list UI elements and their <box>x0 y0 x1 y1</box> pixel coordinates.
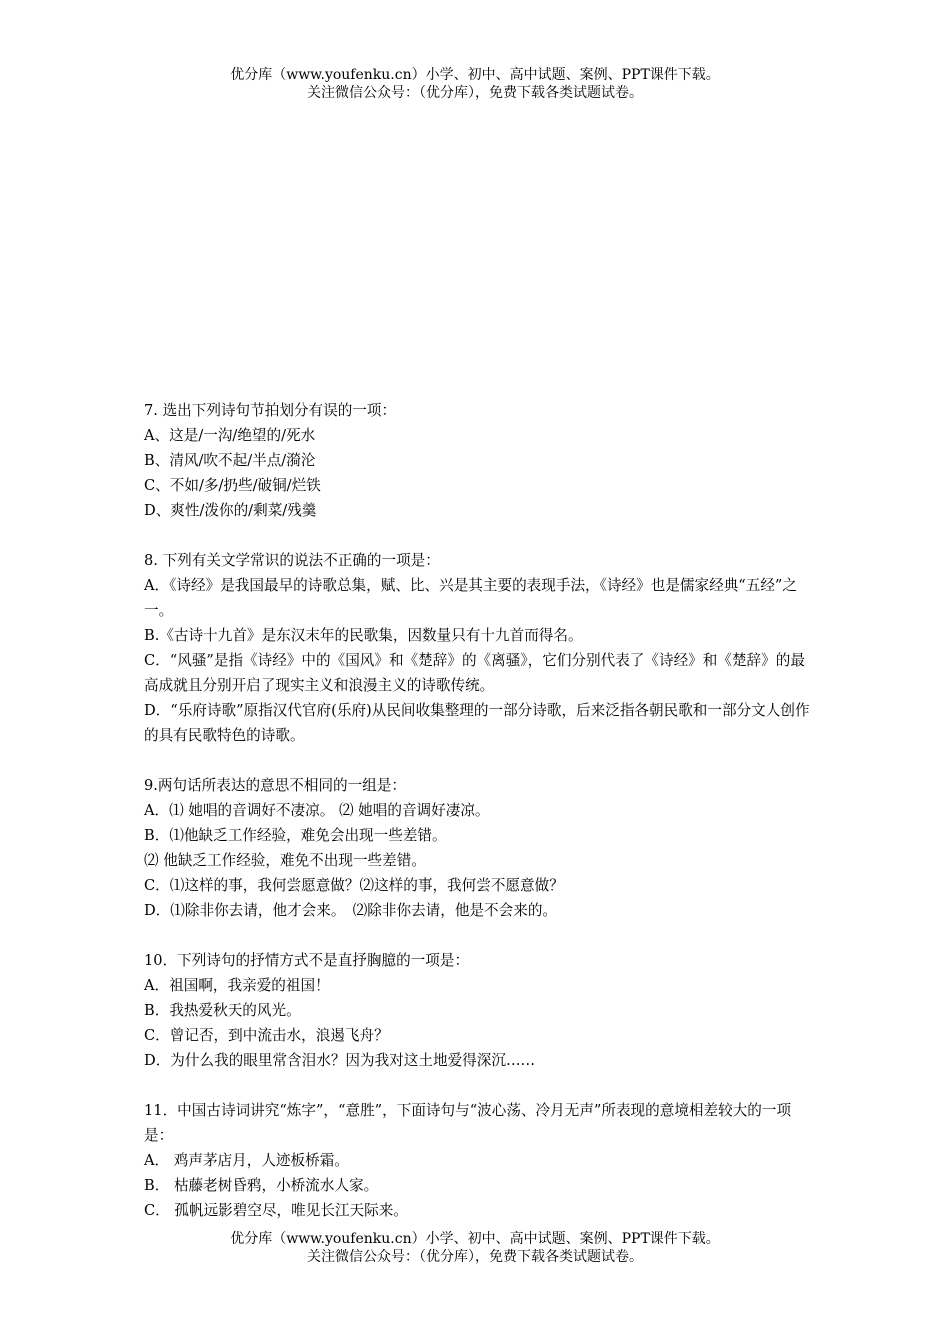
footer-line-1: 优分库（www.youfenku.cn）小学、初中、高中试题、案例、PPT课件下载。 <box>230 1231 720 1247</box>
option-c: C．曾记否，到中流击水，浪遏飞舟？ <box>144 1027 389 1044</box>
question-11 <box>144 1098 810 1223</box>
question-8 <box>144 548 810 748</box>
header-line-2: 关注微信公众号：（优分库），免费下载各类试题试卷。 <box>307 85 643 101</box>
question-9 <box>144 773 810 923</box>
option-b: B．我热爱秋天的风光。 <box>144 1002 301 1019</box>
option-a: A．祖国啊，我亲爱的祖国！ <box>144 977 330 994</box>
option-c: C、不如/多/扔些/破铜/烂铁 <box>144 477 321 494</box>
question-7 <box>144 398 810 523</box>
question-stem: 8. 下列有关文学常识的说法不正确的一项是： <box>144 552 440 569</box>
option-b: B.《古诗十九首》是东汉末年的民歌集，因数量只有十九首而得名。 <box>144 627 583 644</box>
option-b: B、清风/吹不起/半点/漪沦 <box>144 452 316 469</box>
option-b-sub: ⑵ 他缺乏工作经验，难免不出现一些差错。 <box>144 852 426 869</box>
question-10 <box>144 948 810 1073</box>
page-footer-banner <box>0 1230 950 1266</box>
option-c: C． 孤帆远影碧空尽，唯见长江天际来。 <box>144 1202 408 1219</box>
option-c: C．⑴这样的事，我何尝愿意做？⑵这样的事，我何尝不愿意做？ <box>144 877 564 894</box>
question-stem: 10．下列诗句的抒情方式不是直抒胸臆的一项是： <box>144 952 470 969</box>
option-a: A、这是/一沟/绝望的/死水 <box>144 427 316 444</box>
option-d: D．⑴除非你去请，他才会来。 ⑵除非你去请，他是不会来的。 <box>144 902 558 919</box>
question-stem: 7. 选出下列诗句节拍划分有误的一项： <box>144 402 397 419</box>
option-c: C．“风骚”是指《诗经》中的《国风》和《楚辞》的《离骚》，它们分别代表了《诗经》和《楚辞》的最高成就且分别开启了现实主义和浪漫主义的诗歌传统。 <box>144 652 805 694</box>
header-line-1: 优分库（www.youfenku.cn）小学、初中、高中试题、案例、PPT课件下载。 <box>230 67 720 83</box>
option-a: A．⑴ 她唱的音调好不凄凉。 ⑵ 她唱的音调好凄凉。 <box>144 802 490 819</box>
option-d: D．为什么我的眼里常含泪水？因为我对这土地爱得深沉…… <box>144 1052 536 1069</box>
option-a: A． 鸡声茅店月，人迹板桥霜。 <box>144 1152 349 1169</box>
option-b: B．⑴他缺乏工作经验，难免会出现一些差错。 <box>144 827 447 844</box>
option-d: D、爽性/泼你的/剩菜/残羹 <box>144 502 317 519</box>
option-a: A．《诗经》是我国最早的诗歌总集，赋、比、兴是其主要的表现手法，《诗经》也是儒家经典“五经”之一。 <box>144 577 797 619</box>
page-header-banner <box>0 66 950 102</box>
option-d: D．“乐府诗歌”原指汉代官府(乐府)从民间收集整理的一部分诗歌，后来泛指各朝民歌和一部分文人创作的具有民歌特色的诗歌。 <box>144 702 810 744</box>
exam-content <box>144 398 810 1223</box>
option-b: B． 枯藤老树昏鸦，小桥流水人家。 <box>144 1177 379 1194</box>
question-stem: 9.两句话所表达的意思不相同的一组是： <box>144 777 407 794</box>
footer-line-2: 关注微信公众号：（优分库），免费下载各类试题试卷。 <box>307 1249 643 1265</box>
question-stem: 11．中国古诗词讲究“炼字”，“意胜”，下面诗句与“波心荡、冷月无声”所表现的意境相差较大的一项是： <box>144 1102 792 1144</box>
